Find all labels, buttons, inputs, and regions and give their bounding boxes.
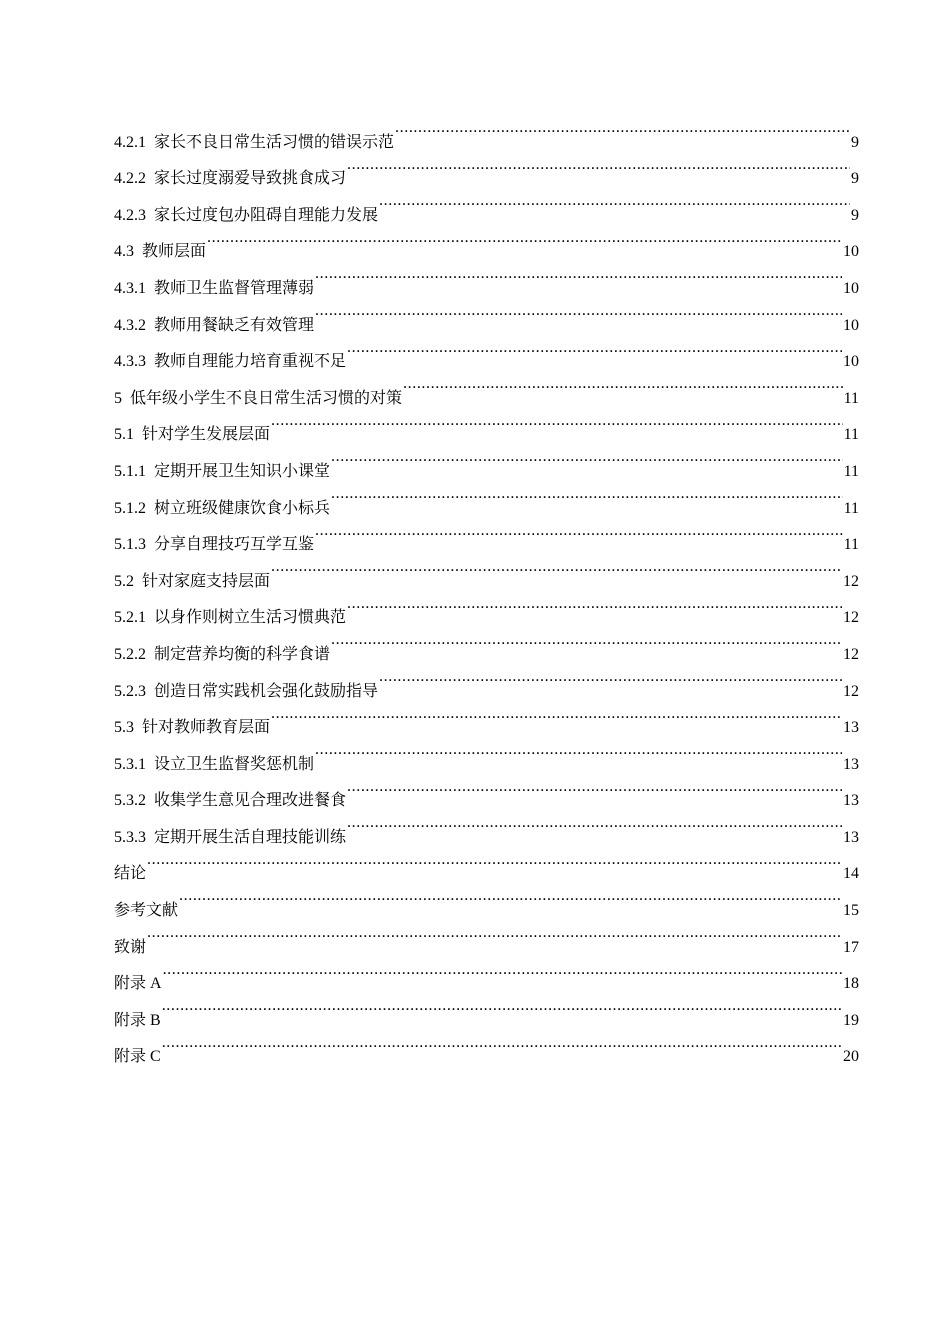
- toc-dot-leader: [379, 659, 842, 696]
- toc-entry-title: 创造日常实践机会强化鼓励指导: [154, 682, 379, 700]
- toc-entry-page: 18: [843, 975, 859, 993]
- toc-entry-number: 5.2.1: [114, 609, 146, 627]
- toc-entry-page: 14: [843, 865, 859, 883]
- toc-entry-page: 11: [843, 426, 859, 444]
- toc-entry-title: 附录 C: [114, 1048, 161, 1066]
- toc-dot-leader: [331, 622, 842, 659]
- toc-entry-number: 4.3.3: [114, 353, 146, 371]
- toc-entry-title: 设立卫生监督奖惩机制: [154, 755, 315, 773]
- toc-entry-title: 家长不良日常生活习惯的错误示范: [154, 133, 395, 151]
- toc-entry[interactable]: [114, 220, 859, 261]
- toc-entry-page: 12: [843, 609, 859, 627]
- toc-entry[interactable]: [114, 256, 859, 297]
- toc-dot-leader: [315, 256, 842, 293]
- toc-entry-page: 9: [851, 133, 859, 151]
- toc-dot-leader: [163, 952, 842, 989]
- toc-dot-leader: [271, 696, 842, 733]
- toc-entry-page: 13: [843, 828, 859, 846]
- toc-entry-number: 4.2.2: [114, 170, 146, 188]
- toc-entry-number: 5.2.3: [114, 682, 146, 700]
- toc-entry-page: 20: [843, 1048, 859, 1066]
- toc-entry-title: 低年级小学生不良日常生活习惯的对策: [130, 389, 403, 407]
- toc-entry-title: 附录 A: [114, 975, 162, 993]
- toc-entry-number: 5.1.1: [114, 462, 146, 480]
- toc-entry-title: 分享自理技巧互学互鉴: [154, 536, 315, 554]
- toc-dot-leader: [347, 147, 850, 184]
- toc-entry-title: 针对学生发展层面: [142, 426, 271, 444]
- toc-dot-leader: [331, 439, 843, 476]
- toc-entry-page: 13: [843, 755, 859, 773]
- toc-dot-leader: [162, 988, 842, 1025]
- toc-entry-page: 19: [843, 1011, 859, 1029]
- toc-entry-number: 5.2: [114, 572, 134, 590]
- toc-entry-title: 针对教师教育层面: [142, 719, 271, 737]
- toc-entry-title: 树立班级健康饮食小标兵: [154, 499, 331, 517]
- toc-entry[interactable]: [114, 915, 859, 956]
- toc-entry-title: 家长过度溺爱导致挑食成习: [154, 170, 347, 188]
- toc-dot-leader: [315, 732, 842, 769]
- toc-entry-page: 9: [851, 206, 859, 224]
- toc-dot-leader: [179, 878, 842, 915]
- toc-entry[interactable]: [114, 952, 859, 993]
- toc-entry-page: 10: [843, 316, 859, 334]
- toc-entry-title: 以身作则树立生活习惯典范: [154, 609, 347, 627]
- toc-entry-title: 制定营养均衡的科学食谱: [154, 645, 331, 663]
- toc-dot-leader: [347, 805, 842, 842]
- toc-entry[interactable]: [114, 842, 859, 883]
- toc-entry[interactable]: [114, 878, 859, 920]
- toc-entry-number: 5.1.2: [114, 499, 146, 517]
- toc-entry-page: 13: [843, 719, 859, 737]
- toc-entry-number: 5.2.2: [114, 645, 146, 663]
- toc-entry-page: 10: [843, 243, 859, 261]
- toc-entry-page: 13: [843, 792, 859, 810]
- toc-entry-number: 5.3.1: [114, 755, 146, 773]
- toc-dot-leader: [162, 1025, 842, 1062]
- toc-dot-leader: [395, 110, 850, 147]
- toc-entry-page: 15: [843, 902, 859, 920]
- toc-entry-title: 教师自理能力培育重视不足: [154, 353, 347, 371]
- toc-entry-title: 附录 B: [114, 1011, 161, 1029]
- toc-entry-page: 10: [843, 279, 859, 297]
- toc-entry-number: 5.3.2: [114, 792, 146, 810]
- toc-entry-page: 9: [851, 170, 859, 188]
- toc-dot-leader: [347, 769, 842, 806]
- toc-dot-leader: [147, 842, 842, 879]
- toc-entry-title: 家长过度包办阻碍自理能力发展: [154, 206, 379, 224]
- toc-entry-title: 致谢: [114, 938, 147, 956]
- toc-dot-leader: [403, 366, 843, 403]
- toc-dot-leader: [207, 220, 842, 257]
- toc-entry-page: 12: [843, 682, 859, 700]
- toc-entry[interactable]: [114, 110, 859, 151]
- toc-entry[interactable]: [114, 1025, 859, 1066]
- toc-entry-title: 结论: [114, 865, 147, 883]
- toc-entry-number: 4.2.3: [114, 206, 146, 224]
- toc-entry-number: 5: [114, 389, 122, 407]
- toc-dot-leader: [347, 586, 842, 623]
- toc-entry-page: 11: [843, 389, 859, 407]
- toc-entry-page: 10: [843, 353, 859, 371]
- toc-entry-page: 17: [843, 938, 859, 956]
- toc-dot-leader: [271, 403, 843, 440]
- table-of-contents: [114, 110, 859, 1066]
- toc-entry-page: 11: [843, 462, 859, 480]
- toc-entry-page: 11: [843, 499, 859, 517]
- toc-entry-number: 4.3.2: [114, 316, 146, 334]
- toc-entry-number: 5.1: [114, 426, 134, 444]
- toc-dot-leader: [331, 476, 843, 513]
- toc-entry-title: 定期开展生活自理技能训练: [154, 828, 347, 846]
- toc-entry-title: 定期开展卫生知识小课堂: [154, 462, 331, 480]
- toc-entry-number: 5.3.3: [114, 828, 146, 846]
- toc-entry-page: 12: [843, 645, 859, 663]
- toc-entry-title: 教师层面: [142, 243, 207, 261]
- toc-dot-leader: [379, 183, 850, 220]
- toc-dot-leader: [347, 330, 842, 367]
- toc-entry-title: 教师用餐缺乏有效管理: [154, 316, 315, 334]
- toc-entry-title: 教师卫生监督管理薄弱: [154, 279, 315, 297]
- toc-entry-number: 5.1.3: [114, 536, 146, 554]
- toc-dot-leader: [147, 915, 842, 952]
- toc-dot-leader: [271, 549, 842, 586]
- toc-entry-number: 4.2.1: [114, 133, 146, 151]
- toc-entry-title: 参考文献: [114, 902, 179, 920]
- toc-entry-title: 针对家庭支持层面: [142, 572, 271, 590]
- toc-entry-page: 11: [843, 536, 859, 554]
- toc-entry-page: 12: [843, 572, 859, 590]
- toc-entry-title: 收集学生意见合理改进餐食: [154, 792, 347, 810]
- toc-entry[interactable]: [114, 988, 859, 1029]
- toc-entry-number: 4.3.1: [114, 279, 146, 297]
- toc-entry-number: 4.3: [114, 243, 134, 261]
- toc-dot-leader: [315, 293, 842, 330]
- toc-entry-number: 5.3: [114, 719, 134, 737]
- toc-dot-leader: [315, 513, 843, 550]
